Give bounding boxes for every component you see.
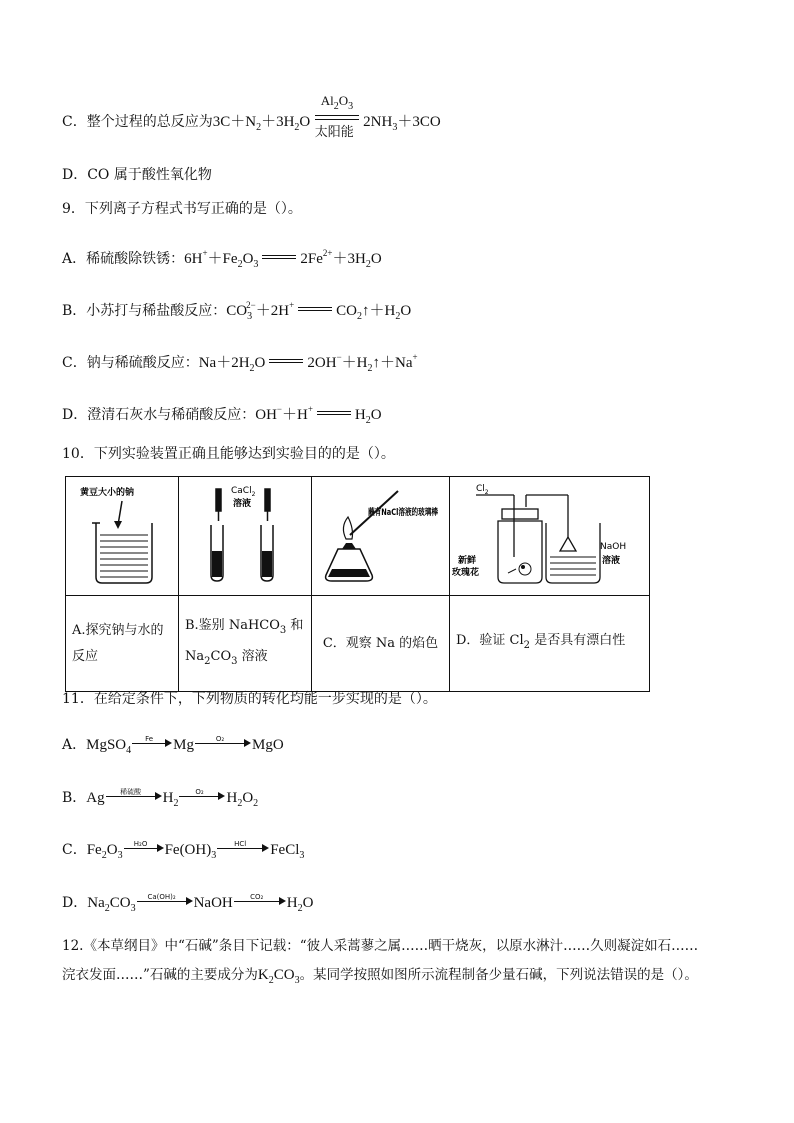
svg-text:溶液: 溶液 — [233, 499, 252, 509]
svg-text:新鲜: 新鲜 — [458, 556, 477, 566]
svg-text:NaOH: NaOH — [600, 542, 627, 552]
q9-option-c: C．钠与稀硫酸反应：$Na+2H_2O$ $2OH^-+H_2↑+Na^+$ — [62, 352, 418, 374]
q11-stem: 11．在给定条件下，下列物质的转化均能一步实现的是（）。 — [62, 691, 437, 707]
q10-experiment-table — [65, 476, 650, 692]
svg-text:溶液: 溶液 — [602, 556, 621, 566]
q12-line-2: 浣衣发面……”石碱的主要成分为$K_2CO_3$。某同学按照如图所示流程制备少量石碱，下列说法错误的是（）。 — [62, 967, 698, 986]
q8-c-equation: $3C+N_2+3H_2O$ — [212, 114, 311, 133]
q8-c-label: C．整个过程的总反应为 — [62, 114, 213, 130]
chlorine-bleach-figure — [450, 477, 649, 591]
q11-option-b: B．Ag 稀硫酸 $H_2$ O₂ $H_2O_2$ — [62, 788, 259, 809]
q9-option-b: B．小苏打与稀盐酸反应：$CO_3^{2-}+2H^+$ $CO_2↑+H_2O$ — [62, 300, 412, 322]
q9-stem: 9．下列离子方程式书写正确的是（）。 — [62, 201, 302, 217]
q8-c-products: $2NH_3+3CO$ — [363, 114, 441, 133]
q10-caption-b: B.鉴别 NaHCO$_3$ 和 $Na_2CO_3$ 溶液 — [179, 596, 312, 692]
q11-option-a: A．MgSO$_4$ Fe Mg O₂ MgO — [62, 735, 284, 756]
q10-image-a — [66, 477, 179, 596]
q10-image-d — [450, 477, 650, 596]
svg-text:蘸有NaCl溶液的玻璃棒: 蘸有NaCl溶液的玻璃棒 — [368, 508, 464, 518]
q8-c-condition: $Al_2O_3$ 太阳能 — [315, 108, 359, 126]
test-tubes-figure — [179, 477, 311, 591]
q10-stem: 10．下列实验装置正确且能够达到实验目的的是（）。 — [62, 446, 395, 462]
q8-option-d: D．CO 属于酸性氧化物 — [62, 167, 212, 183]
q11-option-c: C．$Fe_2O_3$ H₂O $Fe(OH)_3$ HCl FeCl$_3$ — [62, 840, 305, 861]
q10-caption-a: A.探究钠与水的反应 — [66, 596, 179, 692]
svg-text:CaCl2: CaCl$_2$ — [231, 486, 256, 498]
q10-caption-d: D．验证 $Cl_2$ 是否具有漂白性 — [450, 596, 650, 692]
q11-option-d: D．$Na_2CO_3$ Ca(OH)₂ NaOH CO₂ $H_2O$ — [62, 893, 314, 914]
q12-line-1: 12.《本草纲目》中“石碱”条目下记载：“彼人采蒿蓼之属……晒干烧灰，以原水淋汁……久则凝淀如石…… — [62, 938, 699, 954]
svg-text:黄豆大小的钠: 黄豆大小的钠 — [80, 488, 135, 498]
q10-image-b — [179, 477, 312, 596]
q8-option-c — [62, 93, 441, 140]
svg-text:玫瑰花: 玫瑰花 — [452, 568, 480, 578]
flame-test-figure — [312, 477, 464, 591]
sodium-water-beaker-figure — [66, 477, 178, 591]
q9-option-d: D．澄清石灰水与稀硝酸反应：OH−＋H+ $H_2O$ — [62, 404, 382, 426]
q10-image-c — [312, 477, 464, 596]
svg-text:Cl2: $Cl_2$ — [476, 484, 489, 496]
q9-option-a: A．稀硫酸除铁锈：$6H^++Fe_2O_3$ $2Fe^{2+}+3H_2O$ — [62, 248, 382, 270]
q10-caption-c: C．观察 Na 的焰色 — [312, 596, 450, 692]
